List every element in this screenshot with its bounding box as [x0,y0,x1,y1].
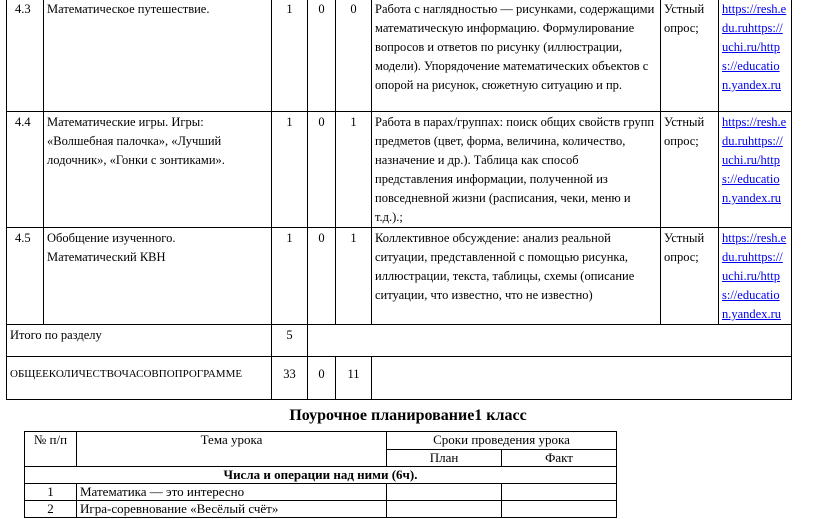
control-form-cell: Устный опрос; [661,112,719,228]
row-number: 4.3 [7,0,44,112]
lesson-plan-table [24,431,617,518]
plan-date-cell [387,484,502,501]
grand-total-control: 0 [308,357,336,400]
grand-total-hours: 33 [272,357,308,400]
resources-cell [719,112,792,228]
section-row [25,467,617,484]
section-total-value: 5 [272,325,308,357]
table-row [7,228,792,325]
control-hours-cell: 0 [308,0,336,112]
col-number-header: № п/п [25,432,77,467]
table-row [7,112,792,228]
fact-date-cell [502,484,617,501]
control-form-cell: Устный опрос; [661,0,719,112]
resource-link[interactable]: https://resh.edu.ruhttps://uchi.ru/https://education.yandex.ru [722,231,787,321]
section-total-label: Итого по разделу [7,325,272,357]
empty-cell [308,325,792,357]
topic-cell: Математическое путешествие. [44,0,272,112]
topic-cell: Обобщение изученного. Математический КВН [44,228,272,325]
plan-date-cell [387,501,502,518]
control-hours-cell: 0 [308,112,336,228]
activity-cell: Работа в парах/группах: поиск общих свойств групп предметов (цвет, форма, величина, количество, назначение и др.). Таблица как способ представления информации, полученной из повседневной жизни (расписания, чеки, меню и т.д.).; [372,112,661,228]
header-row [25,432,617,450]
grand-total-label: ОБЩЕЕКОЛИЧЕСТВОЧАСОВПОПРОГРАММЕ [7,357,272,400]
table-row [25,484,617,501]
lesson-topic: Математика — это интересно [77,484,387,501]
resource-link[interactable]: https://resh.edu.ruhttps://uchi.ru/https://education.yandex.ru [722,2,787,92]
col-fact-header: Факт [502,450,617,467]
total-hours-cell: 1 [272,0,308,112]
col-topic-header: Тема урока [77,432,387,467]
row-number: 4.4 [7,112,44,228]
section-title: Числа и операции над ними (6ч). [25,467,617,484]
program-table [6,0,792,400]
activity-cell: Коллективное обсуждение: анализ реальной ситуации, представленной с помощью рисунка, иллюстрации, текста, таблицы, схемы (описание ситуации, что известно, что не известно) [372,228,661,325]
empty-cell [372,357,792,400]
fact-date-cell [502,501,617,518]
control-form-cell: Устный опрос; [661,228,719,325]
lesson-number: 2 [25,501,77,518]
total-hours-cell: 1 [272,112,308,228]
control-hours-cell: 0 [308,228,336,325]
col-dates-header: Сроки проведения урока [387,432,617,450]
col-plan-header: План [387,450,502,467]
resource-link[interactable]: https://resh.edu.ruhttps://uchi.ru/https://education.yandex.ru [722,115,787,205]
grand-total-practical: 11 [336,357,372,400]
practical-hours-cell: 0 [336,0,372,112]
lesson-number: 1 [25,484,77,501]
practical-hours-cell: 1 [336,228,372,325]
section-total-row [7,325,792,357]
page-heading: Поурочное планирование1 класс [289,407,527,424]
resources-cell [719,228,792,325]
grand-total-row [7,357,792,400]
resources-cell [719,0,792,112]
table-row [25,501,617,518]
practical-hours-cell: 1 [336,112,372,228]
row-number: 4.5 [7,228,44,325]
topic-cell: Математические игры. Игры: «Волшебная палочка», «Лучший лодочник», «Гонки с зонтиками». [44,112,272,228]
table-row [7,0,792,112]
total-hours-cell: 1 [272,228,308,325]
activity-cell: Работа с наглядностью — рисунками, содержащими математическую информацию. Формулирование вопросов и ответов по рисунку (иллюстрации, модели). Упорядочение математических объектов с опорой на рисунок, сюжетную ситуацию и пр. [372,0,661,112]
lesson-topic: Игра-соревнование «Весёлый счёт» [77,501,387,518]
